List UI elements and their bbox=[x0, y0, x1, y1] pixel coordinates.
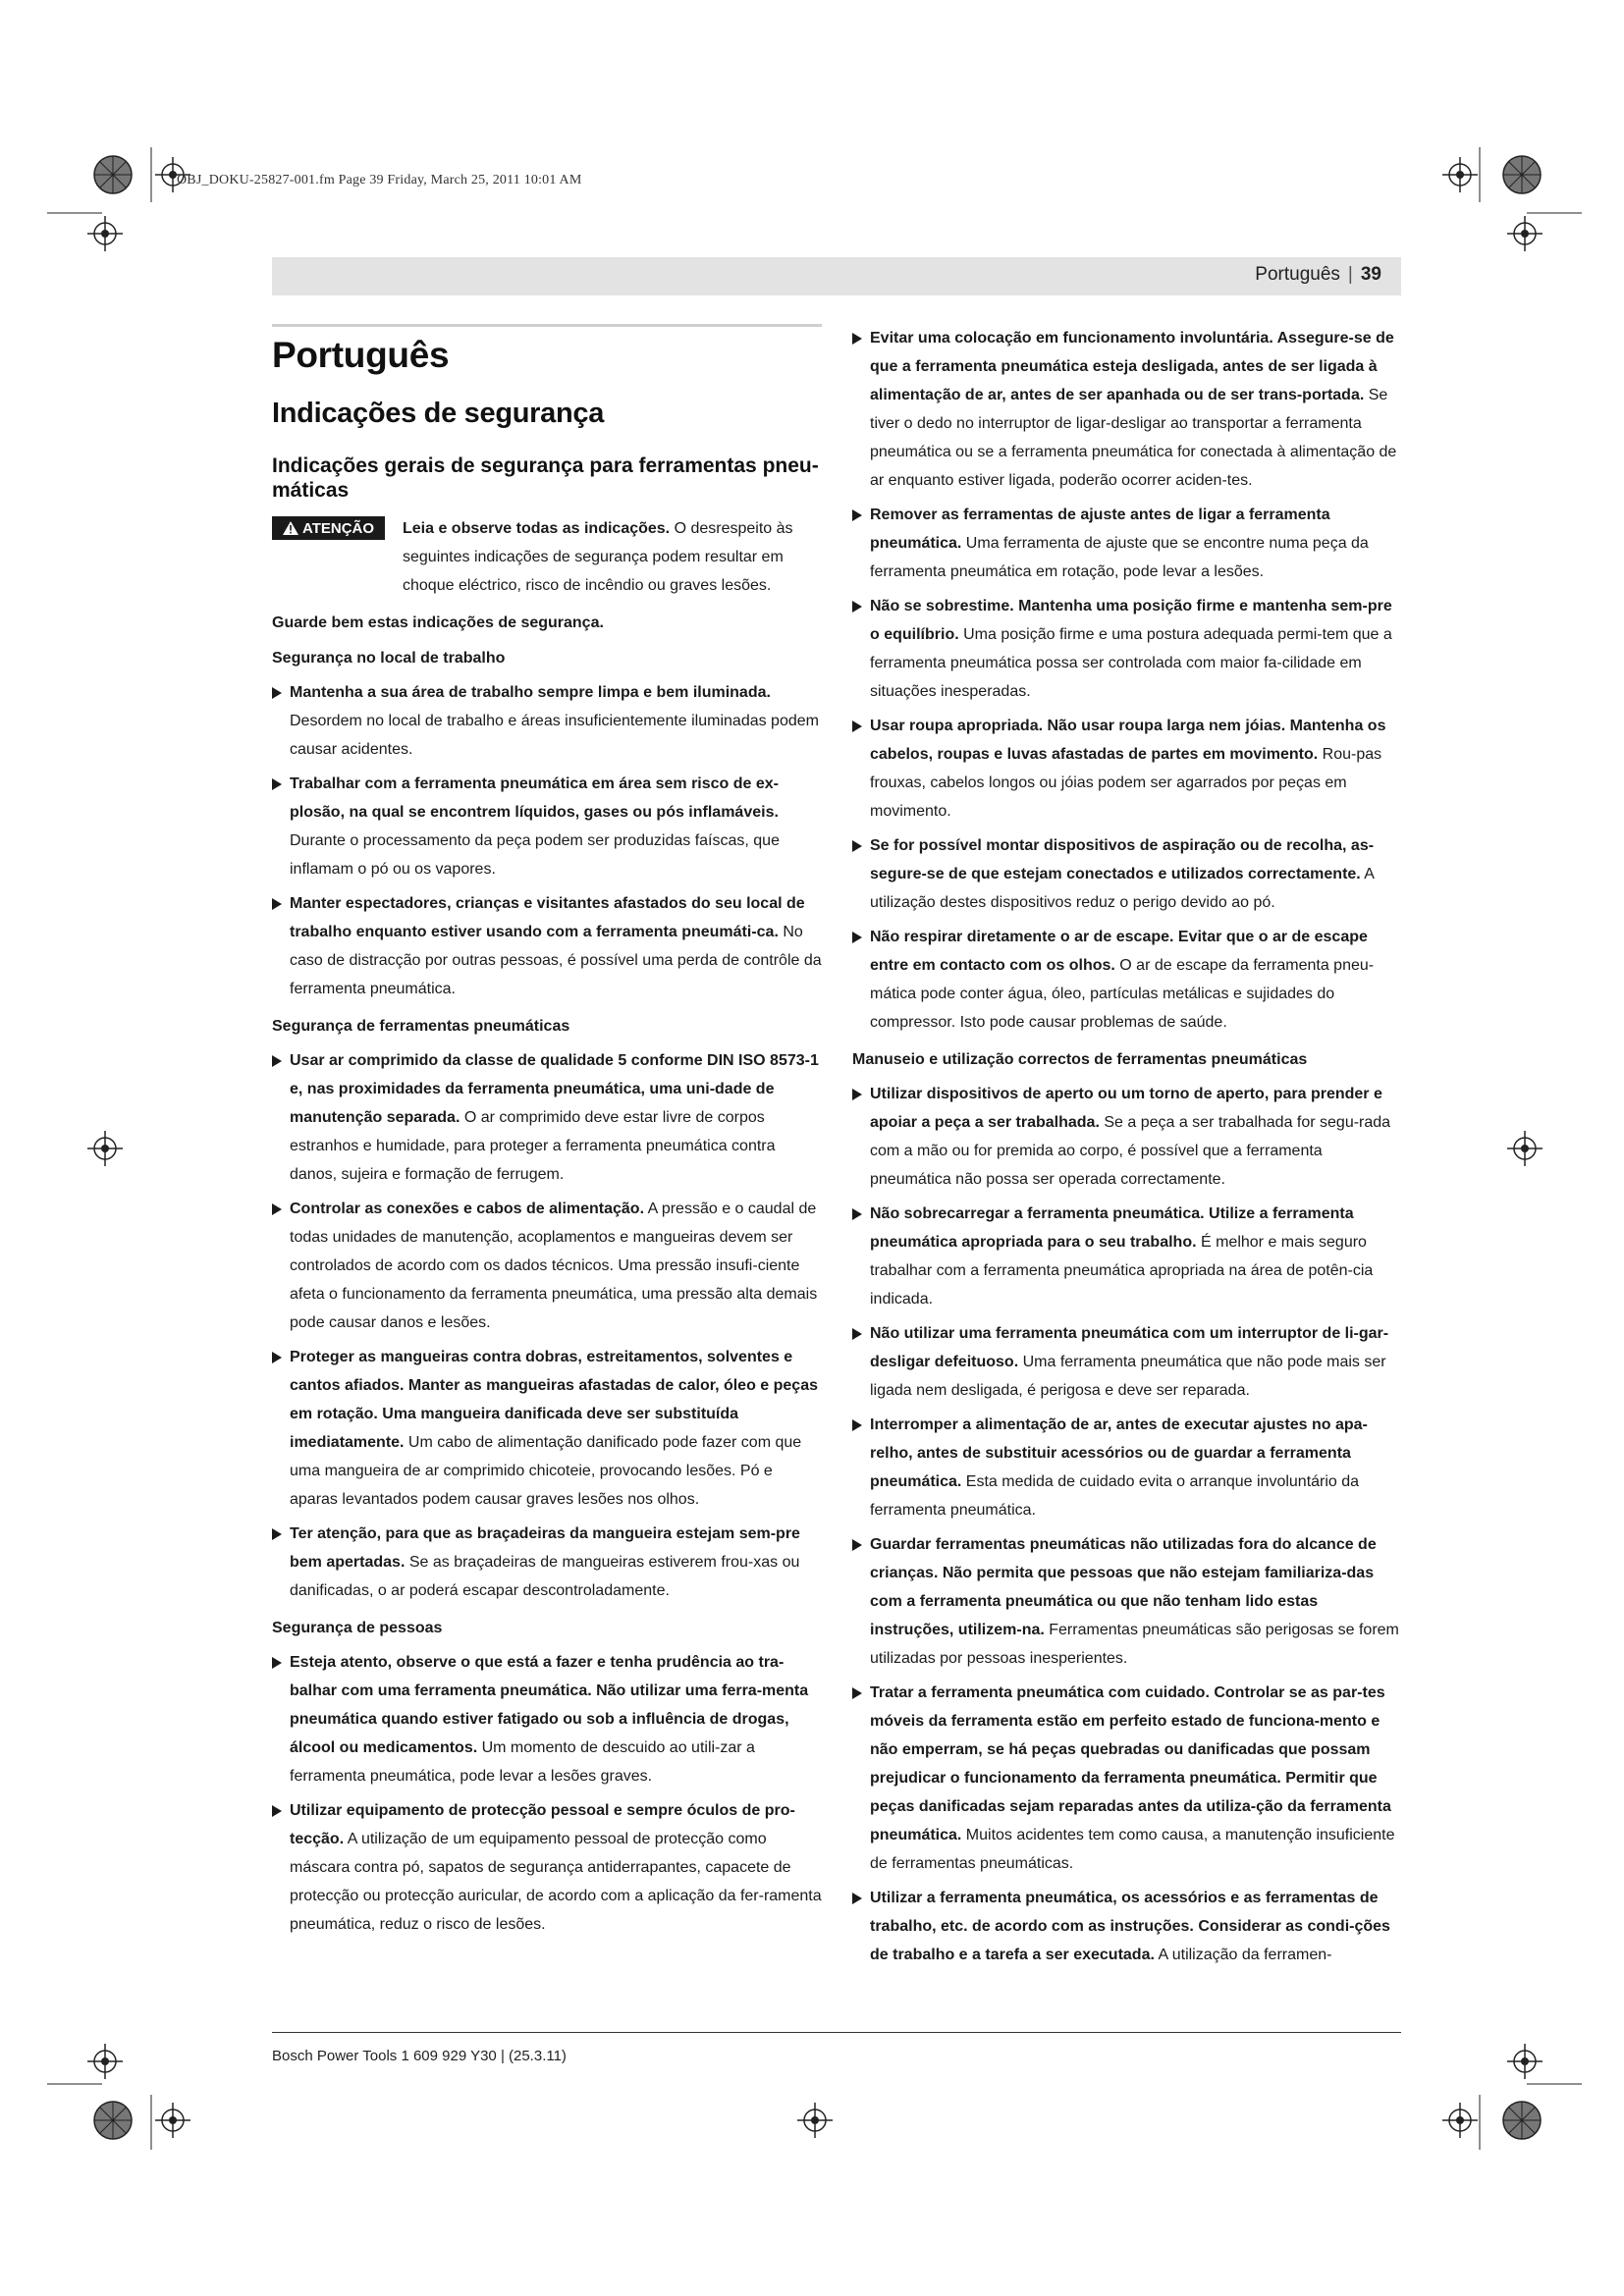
page-header bbox=[272, 257, 1401, 295]
list-item: Proteger as mangueiras contra dobras, estreitamentos, solventes e cantos afiados. Manter as mangueiras afastadas de calor, óleo e peças em rotação. Uma mangueira danificada deve ser substituída imediatamente. Um cabo de alimentação danificado pode fazer com que uma mangueira de ar comprimido chicoteie, provocando lesões. Pó e aparas levantados podem causar graves lesões nos olhos. bbox=[272, 1343, 822, 1514]
registration-mark-icon bbox=[155, 2103, 190, 2138]
page-title: Português bbox=[272, 335, 450, 375]
bullet-arrow-icon bbox=[852, 840, 862, 852]
list-item: Usar ar comprimido da classe de qualidade 5 conforme DIN ISO 8573-1 e, nas proximidades da ferramenta pneumática, uma uni-dade de manutenção separada. O ar comprimido deve estar livre de corpos estranhos e humidade, para proteger a ferramenta pneumática contra danos, sujeira e formação de ferrugem. bbox=[272, 1046, 822, 1189]
print-info-line: OBJ_DOKU-25827-001.fm Page 39 Friday, March 25, 2011 10:01 AM bbox=[177, 173, 582, 187]
bullet-arrow-icon bbox=[852, 1539, 862, 1551]
bullet-arrow-icon bbox=[852, 1089, 862, 1100]
subsection-heading: Indicações gerais de segurança para ferramentas pneu-máticas bbox=[272, 454, 819, 502]
page-footer: Bosch Power Tools 1 609 929 Y30 | (25.3.11) bbox=[272, 2048, 567, 2064]
warning-triangle-icon bbox=[283, 521, 298, 535]
registration-mark-icon bbox=[1442, 2103, 1478, 2138]
work-area-heading: Segurança no local de trabalho bbox=[272, 650, 506, 667]
registration-mark-icon bbox=[1442, 157, 1478, 192]
header-text: Português | 39 bbox=[1255, 264, 1381, 285]
registration-mark-icon bbox=[1507, 216, 1543, 251]
keep-note: Guarde bem estas indicações de segurança. bbox=[272, 614, 604, 631]
list-item: Utilizar a ferramenta pneumática, os acessórios e as ferramentas de trabalho, etc. de acordo com as instruções. Considerar as condi-ções de trabalho e a tarefa a ser executada. A utilização da ferramen- bbox=[852, 1884, 1402, 1969]
bullet-arrow-icon bbox=[272, 1352, 282, 1363]
bullet-arrow-icon bbox=[272, 1055, 282, 1067]
warning-text-block bbox=[403, 514, 822, 600]
registration-mark-icon bbox=[1503, 2102, 1541, 2139]
list-item: Guardar ferramentas pneumáticas não utilizadas fora do alcance de crianças. Não permita que pessoas que não estejam familiariza-das com a ferramenta pneumática ou que não tenham lido estas instruções, utilizem-na. Ferramentas pneumáticas são perigosas se forem utilizadas por pessoas inesperientes. bbox=[852, 1530, 1402, 1673]
bullet-arrow-icon bbox=[272, 898, 282, 910]
bullet-arrow-icon bbox=[852, 721, 862, 732]
registration-mark-icon bbox=[1507, 2044, 1543, 2079]
list-item: Usar roupa apropriada. Não usar roupa larga nem jóias. Mantenha os cabelos, roupas e luvas afastadas de partes em movimento. Rou-pas frouxas, cabelos longos ou jóias podem ser agarrados por peças em movimento. bbox=[852, 712, 1402, 826]
section-heading: Indicações de segurança bbox=[272, 398, 605, 429]
handling-heading: Manuseio e utilização correctos de ferramentas pneumáticas bbox=[852, 1051, 1308, 1068]
list-item: Não se sobrestime. Mantenha uma posição firme e mantenha sem-pre o equilíbrio. Uma posição firme e uma postura adequada permi-tem que a ferramenta pneumática possa ser controlada com maior fa-cilidade em situações inesperadas. bbox=[852, 592, 1402, 706]
bullet-arrow-icon bbox=[272, 687, 282, 699]
registration-mark-icon bbox=[94, 156, 132, 193]
list-item: Não respirar diretamente o ar de escape. Evitar que o ar de escape entre em contacto com os olhos. O ar de escape da ferramenta pneu-mática pode conter água, óleo, partículas metálicas e sujidades do compressor. Isto pode causar problemas de saúde. bbox=[852, 923, 1402, 1037]
bullet-arrow-icon bbox=[852, 1893, 862, 1904]
warning-text: O desrespeito às seguintes indicações de segurança podem resultar em choque eléctrico, risco de incêndio ou graves lesões. bbox=[403, 520, 793, 594]
bullet-arrow-icon bbox=[272, 1528, 282, 1540]
list-item: Não utilizar uma ferramenta pneumática com um interruptor de li-gar-desligar defeituoso. Uma ferramenta pneumática que não pode mais ser ligada nem desligada, é perigosa e deve ser reparada. bbox=[852, 1319, 1402, 1405]
registration-mark-icon bbox=[797, 2103, 833, 2138]
header-language: Português bbox=[1255, 264, 1340, 285]
warning-badge bbox=[272, 516, 385, 540]
bullet-arrow-icon bbox=[852, 601, 862, 613]
registration-mark-icon bbox=[1507, 1131, 1543, 1166]
list-item: Trabalhar com a ferramenta pneumática em área sem risco de ex-plosão, na qual se encontrem líquidos, gases ou pós inflamáveis. Durante o processamento da peça podem ser produzidas faíscas, que inflamam o pó ou os vapores. bbox=[272, 770, 822, 883]
bullet-arrow-icon bbox=[852, 932, 862, 943]
list-item: Evitar uma colocação em funcionamento involuntária. Assegure-se de que a ferramenta pneumática esteja desligada, antes de ser ligada à alimentação de ar, antes de ser apanhada ou de ser trans-portada. Se tiver o dedo no interruptor de ligar-desligar ao transportar a ferramenta pneumática ou se a ferramenta pneumática for conectada à alimentação de ar enquanto estiver ligada, poderão ocorrer aciden-tes. bbox=[852, 324, 1402, 495]
left-column bbox=[272, 324, 822, 1945]
list-item: Ter atenção, para que as braçadeiras da mangueira estejam sem-pre bem apertadas. Se as braçadeiras de mangueiras estiverem frou-xas ou danificadas, o ar poderá escapar descontroladamente. bbox=[272, 1520, 822, 1605]
bullet-arrow-icon bbox=[272, 1203, 282, 1215]
bullet-arrow-icon bbox=[852, 1687, 862, 1699]
bullet-arrow-icon bbox=[272, 1657, 282, 1669]
right-column bbox=[852, 324, 1402, 1975]
list-item: Utilizar dispositivos de aperto ou um torno de aperto, para prender e apoiar a peça a ser trabalhada. Se a peça a ser trabalhada for segu-rada com a mão ou for premida ao corpo, é possível que a ferramenta pneumática não possa ser operada correctamente. bbox=[852, 1080, 1402, 1194]
registration-mark-icon bbox=[87, 1131, 123, 1166]
warning-bold: Leia e observe todas as indicações. bbox=[403, 520, 671, 537]
warning-notice bbox=[272, 514, 822, 600]
bullet-arrow-icon bbox=[852, 1208, 862, 1220]
page-number: 39 bbox=[1360, 264, 1381, 285]
list-item: Manter espectadores, crianças e visitantes afastados do seu local de trabalho enquanto estiver usando com a ferramenta pneumáti-ca. No caso de distracção por outras pessoas, é possível uma perda de contrôle da ferramenta pneumática. bbox=[272, 889, 822, 1003]
pneumatic-heading: Segurança de ferramentas pneumáticas bbox=[272, 1018, 570, 1035]
people-heading: Segurança de pessoas bbox=[272, 1620, 443, 1636]
footer-divider bbox=[272, 2032, 1401, 2033]
list-item: Utilizar equipamento de protecção pessoal e sempre óculos de pro-tecção. A utilização de um equipamento pessoal de protecção como máscara contra pó, sapatos de segurança antiderrapantes, capacete de protecção ou protecção auricular, de acordo com a aplicação da fer-ramenta pneumática, reduz o risco de lesões. bbox=[272, 1796, 822, 1939]
list-item: Se for possível montar dispositivos de aspiração ou de recolha, as-segure-se de que estejam conectados e utilizados correctamente. A utilização destes dispositivos reduz o perigo devido ao pó. bbox=[852, 831, 1402, 917]
registration-mark-icon bbox=[87, 216, 123, 251]
bullet-arrow-icon bbox=[272, 1805, 282, 1817]
registration-mark-icon bbox=[1503, 156, 1541, 193]
bullet-arrow-icon bbox=[272, 778, 282, 790]
bullet-arrow-icon bbox=[852, 1419, 862, 1431]
list-item: Interromper a alimentação de ar, antes de executar ajustes no apa-relho, antes de substituir acessórios ou de guardar a ferramenta pneumática. Esta medida de cuidado evita o arranque involuntário da ferramenta pneumática. bbox=[852, 1411, 1402, 1524]
registration-mark-icon bbox=[87, 2044, 123, 2079]
bullet-arrow-icon bbox=[852, 333, 862, 345]
list-item: Tratar a ferramenta pneumática com cuidado. Controlar se as par-tes móveis da ferramenta estão em perfeito estado de funciona-mento e não emperram, se há peças quebradas ou danificadas que possam prejudicar o funcionamento da ferramenta pneumática. Permitir que peças danificadas sejam reparadas antes da utiliza-ção da ferramenta pneumática. Muitos acidentes tem como causa, a manutenção insuficiente de ferramentas pneumáticas. bbox=[852, 1679, 1402, 1878]
bullet-arrow-icon bbox=[852, 1328, 862, 1340]
registration-mark-icon bbox=[94, 2102, 132, 2139]
list-item: Mantenha a sua área de trabalho sempre limpa e bem iluminada. Desordem no local de trabalho e áreas insuficientemente iluminadas podem causar acidentes. bbox=[272, 678, 822, 764]
list-item: Não sobrecarregar a ferramenta pneumática. Utilize a ferramenta pneumática apropriada para o seu trabalho. É melhor e mais seguro trabalhar com a ferramenta pneumática apropriada na área de potên-cia indicada. bbox=[852, 1200, 1402, 1313]
bullet-arrow-icon bbox=[852, 509, 862, 521]
list-item: Remover as ferramentas de ajuste antes de ligar a ferramenta pneumática. Uma ferramenta de ajuste que se encontre numa peça da ferramenta pneumática em rotação, pode levar a lesões. bbox=[852, 501, 1402, 586]
list-item: Controlar as conexões e cabos de alimentação. A pressão e o caudal de todas unidades de manutenção, acoplamentos e mangueiras devem ser controlados de acordo com os dados técnicos. Uma pressão insufi-ciente afeta o funcionamento da ferramenta pneumática, uma pressão alta demais pode causar danos e lesões. bbox=[272, 1195, 822, 1337]
warning-label: ATENÇÃO bbox=[301, 519, 375, 537]
list-item: Esteja atento, observe o que está a fazer e tenha prudência ao tra-balhar com uma ferramenta pneumática. Não utilizar uma ferra-menta pneumática quando estiver fatigado ou sob a influência de drogas, álcool ou medicamentos. Um momento de descuido ao utili-zar a ferramenta pneumática, pode levar a lesões graves. bbox=[272, 1648, 822, 1790]
